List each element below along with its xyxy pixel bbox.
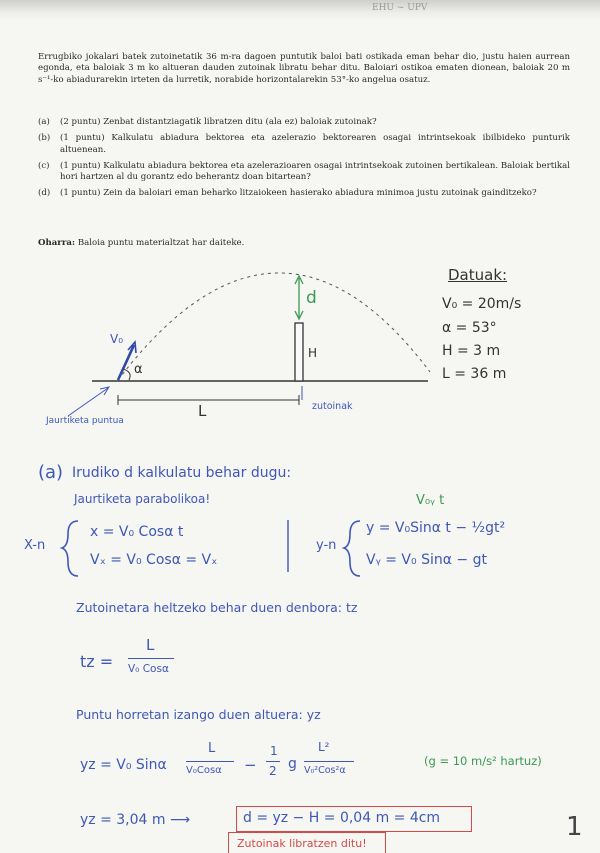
time-text: Zutoinetara heltzeko behar duen denbora: tz xyxy=(76,600,358,615)
trajectory-diagram xyxy=(0,250,600,440)
question-text: (1 puntu) Zein da baloiari eman beharko litzaiokeen hasierako abiadura minimoa justu zutoinak gainditzeko? xyxy=(60,188,537,199)
label-H: H xyxy=(308,346,318,360)
yz-g: g xyxy=(288,756,297,772)
conclusion-text: Zutoinak libratzen ditu! xyxy=(237,837,367,850)
question-text: (1 puntu) Kalkulatu abiadura bektorea eta azelerazio bektorearen osagai intrintsekoak ibilbideko punturik altuenean. xyxy=(60,133,570,155)
motion-type: Jaurtiketa parabolikoa! xyxy=(74,492,211,506)
x-label: X-n xyxy=(24,538,46,553)
data-line: α = 53° xyxy=(442,320,497,336)
question-number: (c) xyxy=(38,160,50,171)
height-text: Puntu horretan izango duen altuera: yz xyxy=(76,707,321,722)
yz-frac3-bar xyxy=(304,761,354,762)
data-line: V₀ = 20m/s xyxy=(442,296,522,312)
yz-minus: − xyxy=(244,756,257,774)
tz-fraction-bar xyxy=(128,658,174,659)
solution-intro: Irudiko d kalkulatu behar dugu: xyxy=(72,465,292,481)
label-L: L xyxy=(198,402,207,420)
label-posts: zutoinak xyxy=(312,401,353,412)
question-item xyxy=(38,133,570,156)
tz-denominator: V₀ Cosα xyxy=(128,663,169,675)
question-number: (b) xyxy=(38,133,51,144)
label-v0: V₀ xyxy=(110,332,124,346)
label-d: d xyxy=(306,288,317,308)
x-brace xyxy=(62,521,78,576)
data-title: Datuak: xyxy=(448,266,508,284)
trajectory-path xyxy=(118,273,430,380)
conclusion-box xyxy=(228,832,386,853)
tz-numerator: L xyxy=(146,636,155,654)
note-label: Oharra: xyxy=(38,238,76,248)
header-crop-text: EHU ~ UPV xyxy=(372,3,428,13)
question-number: (d) xyxy=(38,188,51,199)
y-brace xyxy=(344,521,360,576)
solution-heading: (a) xyxy=(38,462,64,483)
tz-lhs: tz = xyxy=(80,652,114,671)
yz-frac3-den: V₀²Cos²α xyxy=(304,765,346,776)
label-kicker: Jaurtiketa puntua xyxy=(46,416,124,426)
y-label: y-n xyxy=(316,538,337,553)
x-equation-1: x = V₀ Cosα t xyxy=(90,524,184,540)
yz-frac3-num: L² xyxy=(318,740,330,754)
goal-post xyxy=(295,323,303,381)
question-text: (1 puntu) Kalkulatu abiadura bektorea eta azelerazioaren osagai intrintsekoak zutoinen bertikalean. Baloiak bertikal hori hartzen al du gorantz edo beherantz doan bitartean? xyxy=(60,160,571,183)
yz-lhs: yz = V₀ Sinα xyxy=(80,757,167,773)
angle-arc xyxy=(123,369,130,380)
yz-frac1-den: V₀Cosα xyxy=(186,765,222,776)
yz-frac2-bar xyxy=(266,761,280,762)
note-paragraph xyxy=(38,238,570,249)
result-lhs: yz = 3,04 m ⟶ xyxy=(80,812,191,828)
yz-frac2-num: 1 xyxy=(270,744,278,758)
scan-top-edge xyxy=(0,0,600,22)
result-value: d = yz − H = 0,04 m = 4cm xyxy=(243,810,441,826)
question-text: (2 puntu) Zenbat distantziagatik libratzen ditu (ala ez) baloiak zutoinak? xyxy=(60,117,377,127)
y-equation-2: Vᵧ = V₀ Sinα − gt xyxy=(366,552,487,568)
question-number: (a) xyxy=(38,117,50,127)
question-item xyxy=(38,161,570,184)
g-note: (g = 10 m/s² hartuz) xyxy=(424,754,542,768)
question-item xyxy=(38,188,570,199)
question-list xyxy=(38,117,570,205)
yz-frac1-num: L xyxy=(208,741,216,756)
label-alpha: α xyxy=(134,362,143,377)
page-number: 1 xyxy=(566,812,583,842)
data-line: L = 36 m xyxy=(442,366,507,382)
result-box xyxy=(236,806,472,832)
y-equation-1: y = V₀Sinα t − ½gt² xyxy=(366,520,506,536)
data-line: H = 3 m xyxy=(442,343,501,359)
kicker-pointer xyxy=(68,388,108,416)
problem-statement: Errugbiko jokalari batek zutoinetatik 36 m-ra dagoen puntutik baloi bati ostikada eman behar dio, justu haien aurrean egonda, eta baloiak 3 m ko altueran dauden zutoinak libratu behar ditu. Baloiari ostikoa ematen dionean, baloiak 20 m s⁻¹-ko abiadurarekin irteten da lurretik, norabide horizontalarekin 53°-ko angelua osatuz. xyxy=(38,52,570,85)
voy-note: V₀ᵧ t xyxy=(416,493,445,508)
note-text: Baloia puntu materialtzat har daiteke. xyxy=(75,238,245,248)
yz-frac1-bar xyxy=(186,761,234,762)
question-item xyxy=(38,117,570,128)
yz-frac2-den: 2 xyxy=(269,764,277,778)
x-equation-2: Vₓ = V₀ Cosα = Vₓ xyxy=(90,552,218,568)
